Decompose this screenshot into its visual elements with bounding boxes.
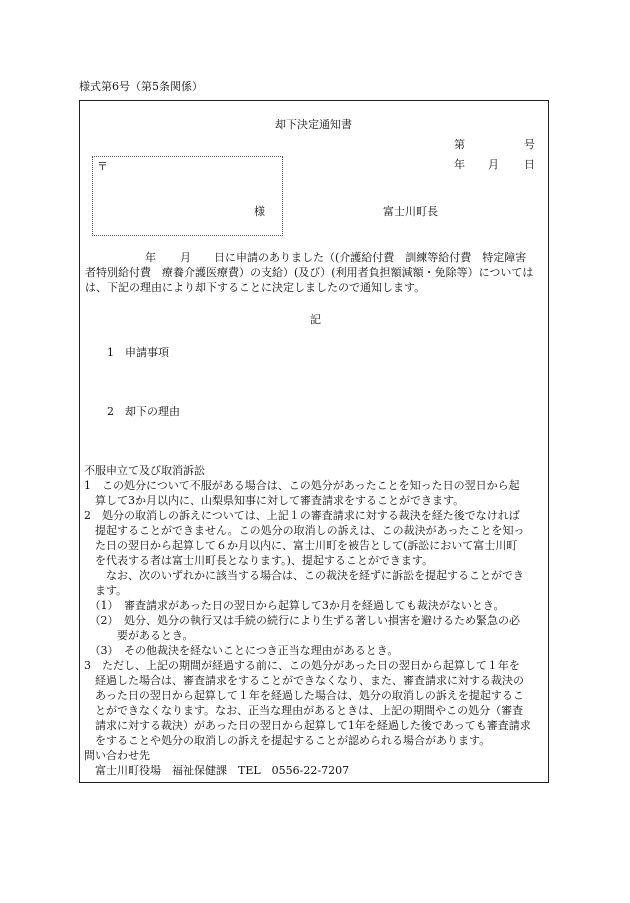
appeal-line: あった日の翌日から起算して１年を経過した場合は、処分の取消しの訴えを提起するこ: [84, 689, 524, 702]
appeal-line: なお、次のいずれかに該当する場合は、この裁決を経ずに訴訟を提起することができ: [84, 569, 524, 582]
appeal-line: をすることや処分の取消しの訴えを提起することが認められる場合があります。: [84, 734, 491, 747]
notice-title: 却下決定通知書: [275, 118, 352, 131]
appeal-line: 要があるとき。: [84, 629, 194, 642]
item-reason: 2 却下の理由: [107, 405, 180, 418]
date-day-label: 日: [524, 158, 535, 171]
appeal-line: （1） 審査請求があった日の翌日から起算して3か月を経過しても裁決がないとき。: [84, 599, 505, 612]
appeal-line: 2 処分の取消しの訴えについては、上記１の審査請求に対する裁決を経た後でなければ: [84, 509, 520, 522]
item-application: 1 申請事項: [107, 346, 169, 359]
address-box: [92, 156, 283, 236]
appeal-line: 算して3か月以内に、山梨県知事に対して審査請求をすることができます。: [84, 494, 465, 507]
ki-mark: 記: [310, 313, 321, 326]
body-line-2: 者特別給付費 療養介護医療費）の支給）(及び）(利用者負担額減額・免除等）については: [85, 266, 534, 279]
date-month-label: 月: [488, 158, 499, 171]
appeal-line: 請求に対する裁決）があった日の翌日から起算して1年を経過した後であっても審査請求: [84, 719, 531, 732]
contact-info: 富士川町役場 福祉保健課 TEL 0556-22-7207: [84, 764, 350, 777]
body-line-3: は、下記の理由により却下することに決定しましたので通知します。: [85, 281, 426, 294]
body-date-year: 年: [145, 251, 156, 264]
body-line-1: 日に申請のありました（(介護給付費 訓練等給付費 特定障害: [214, 251, 527, 264]
appeal-line: （3） その他裁決を経ないことにつき正当な理由があるとき。: [84, 644, 399, 657]
appeal-line: 3 ただし、上記の期間が経過する前に、この処分があった日の翌日から起算して１年を: [84, 659, 520, 672]
appeal-line: 1 この処分について不服がある場合は、この処分があったことを知った日の翌日から起: [84, 479, 520, 492]
appeal-line: （2） 処分、処分の執行又は手続の続行により生ずる著しい損害を避けるため緊急の必: [84, 614, 520, 627]
body-date-month: 月: [180, 251, 191, 264]
doc-number-suffix: 号: [524, 138, 535, 151]
appeal-line: 経過した場合は、審査請求をすることができなくなり、また、審査請求に対する裁決の: [84, 674, 524, 687]
issuer-name: 富士川町長: [383, 205, 438, 218]
postal-mark: 〒: [97, 160, 108, 173]
addressee-suffix: 様: [254, 205, 265, 218]
appeal-line: を代表する者は富士川町長となります。)、提起することができます。: [84, 554, 434, 567]
appeal-line: ます。: [84, 584, 128, 597]
appeal-line: 提起することができません。この処分の取消しの訴えは、この裁決があったことを知っ: [84, 524, 525, 537]
date-year-label: 年: [454, 158, 465, 171]
appeal-text: [84, 478, 546, 778]
form-number: 様式第6号（第5条関係）: [79, 80, 203, 93]
appeal-line: とができなくなります。なお、正当な理由があるときは、上記の期間やこの処分（審査: [84, 704, 524, 717]
contact-heading: 問い合わせ先: [84, 749, 150, 762]
appeal-heading: 不服申立て及び取消訴訟: [84, 464, 205, 477]
doc-number-prefix: 第: [454, 138, 465, 151]
appeal-line: た日の翌日から起算して６か月以内に、富士川町を被告として(訴訟において富士川町: [84, 539, 518, 552]
